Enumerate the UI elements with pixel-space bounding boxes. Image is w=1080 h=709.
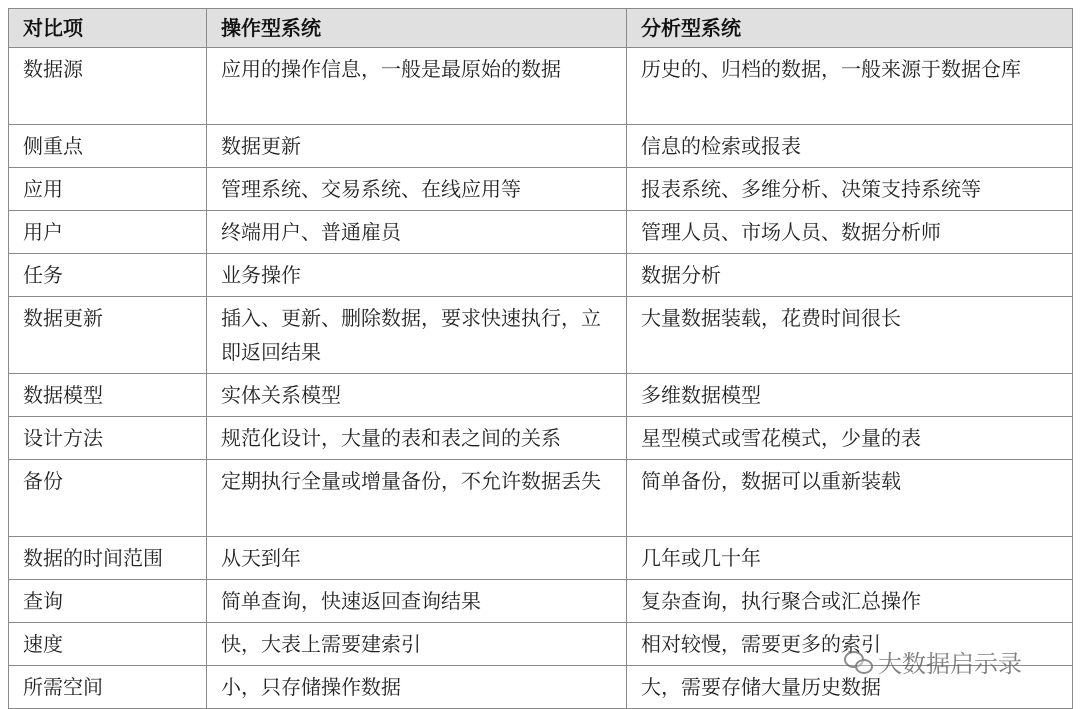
cell-analytical: 大，需要存储大量历史数据 bbox=[627, 666, 1073, 709]
cell-item: 应用 bbox=[9, 168, 207, 211]
cell-operational: 定期执行全量或增量备份，不允许数据丢失 bbox=[207, 460, 627, 537]
cell-operational: 简单查询，快速返回查询结果 bbox=[207, 580, 627, 623]
header-item: 对比项 bbox=[9, 9, 207, 48]
watermark-text: 大数据启示录 bbox=[878, 650, 1022, 678]
cell-analytical: 管理人员、市场人员、数据分析师 bbox=[627, 211, 1073, 254]
cell-item: 查询 bbox=[9, 580, 207, 623]
table-body bbox=[9, 48, 1073, 709]
cell-analytical: 星型模式或雪花模式，少量的表 bbox=[627, 417, 1073, 460]
comparison-table-container bbox=[8, 8, 1072, 709]
cell-analytical: 复杂查询，执行聚合或汇总操作 bbox=[627, 580, 1073, 623]
cell-operational: 实体关系模型 bbox=[207, 374, 627, 417]
cell-item: 用户 bbox=[9, 211, 207, 254]
cell-analytical: 多维数据模型 bbox=[627, 374, 1073, 417]
cell-operational: 业务操作 bbox=[207, 254, 627, 297]
cell-analytical: 相对较慢，需要更多的索引 bbox=[627, 623, 1073, 666]
cell-analytical: 几年或几十年 bbox=[627, 537, 1073, 580]
cell-operational: 终端用户、普通雇员 bbox=[207, 211, 627, 254]
cell-item: 数据源 bbox=[9, 48, 207, 125]
cell-analytical: 大量数据装载，花费时间很长 bbox=[627, 297, 1073, 374]
cell-item: 数据模型 bbox=[9, 374, 207, 417]
table-row bbox=[9, 211, 1073, 254]
cell-operational: 插入、更新、删除数据，要求快速执行，立即返回结果 bbox=[207, 297, 627, 374]
comparison-table bbox=[8, 8, 1073, 709]
cell-operational: 数据更新 bbox=[207, 125, 627, 168]
table-row bbox=[9, 580, 1073, 623]
table-row bbox=[9, 125, 1073, 168]
header-operational: 操作型系统 bbox=[207, 9, 627, 48]
table-row bbox=[9, 254, 1073, 297]
cell-item: 数据的时间范围 bbox=[9, 537, 207, 580]
cell-operational: 应用的操作信息，一般是最原始的数据 bbox=[207, 48, 627, 125]
cell-operational: 规范化设计，大量的表和表之间的关系 bbox=[207, 417, 627, 460]
cell-analytical: 历史的、归档的数据，一般来源于数据仓库 bbox=[627, 48, 1073, 125]
cell-item: 数据更新 bbox=[9, 297, 207, 374]
table-row bbox=[9, 537, 1073, 580]
table-row bbox=[9, 374, 1073, 417]
table-row bbox=[9, 48, 1073, 125]
cell-item: 设计方法 bbox=[9, 417, 207, 460]
header-row bbox=[9, 9, 1073, 48]
cell-item: 所需空间 bbox=[9, 666, 207, 709]
watermark bbox=[844, 644, 1022, 679]
cell-item: 备份 bbox=[9, 460, 207, 537]
cell-analytical: 简单备份，数据可以重新装载 bbox=[627, 460, 1073, 537]
table-row bbox=[9, 297, 1073, 374]
cell-item: 速度 bbox=[9, 623, 207, 666]
cell-analytical: 数据分析 bbox=[627, 254, 1073, 297]
cell-analytical: 信息的检索或报表 bbox=[627, 125, 1073, 168]
wechat-icon bbox=[844, 651, 872, 673]
cell-analytical: 报表系统、多维分析、决策支持系统等 bbox=[627, 168, 1073, 211]
cell-operational: 小，只存储操作数据 bbox=[207, 666, 627, 709]
table-row bbox=[9, 417, 1073, 460]
cell-operational: 从天到年 bbox=[207, 537, 627, 580]
cell-operational: 快，大表上需要建索引 bbox=[207, 623, 627, 666]
table-row bbox=[9, 460, 1073, 537]
cell-item: 侧重点 bbox=[9, 125, 207, 168]
header-analytical: 分析型系统 bbox=[627, 9, 1073, 48]
cell-operational: 管理系统、交易系统、在线应用等 bbox=[207, 168, 627, 211]
table-row bbox=[9, 168, 1073, 211]
cell-item: 任务 bbox=[9, 254, 207, 297]
